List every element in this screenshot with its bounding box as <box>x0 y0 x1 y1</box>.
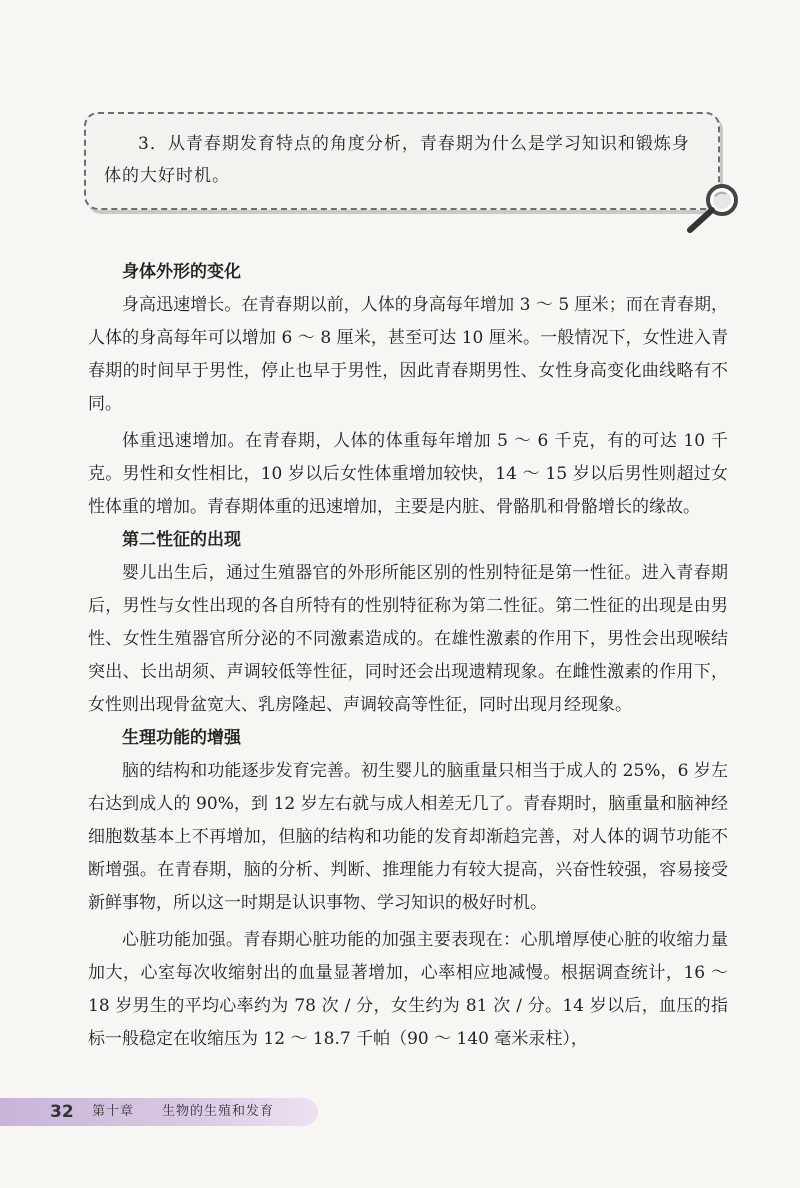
question-text: 3．从青春期发育特点的角度分析，青春期为什么是学习知识和锻炼身体的大好时机。 <box>104 134 690 186</box>
question-box <box>84 112 720 210</box>
paragraph-brain: 脑的结构和功能逐步发育完善。初生婴儿的脑重量只相当于成人的 25%，6 岁左右达到成人的 90%，到 12 岁左右就与成人相差无几了。青春期时，脑重量和脑神经细胞数基本上不再增加，但脑的结构和功能的发育却渐趋完善，对人体的调节功能不断增强。在青春期，脑的分析、判断、推理能力有较大提高，兴奋性较强，容易接受新鲜事物，所以这一时期是认识事物、学习知识的极好时机。 <box>88 761 728 913</box>
section-heading-physiology: 生理功能的增强 <box>122 728 241 748</box>
magnifier-icon <box>684 180 744 236</box>
paragraph-heart: 心脏功能加强。青春期心脏功能的加强主要表现在：心肌增厚使心脏的收缩力量加大，心室每次收缩射出的血量显著增加，心率相应地减慢。根据调查统计，16 ～ 18 岁男生的平均心率约为 78 次 / 分，女生约为 81 次 / 分。14 岁以后，血压的指标一般稳定在收缩压为 12 ～ 18.7 千帕（90 ～ 140 毫米汞柱）， <box>88 930 728 1049</box>
paragraph-height-growth: 身高迅速增长。在青春期以前，人体的身高每年增加 3 ～ 5 厘米；而在青春期，人体的身高每年可以增加 6 ～ 8 厘米，甚至可达 10 厘米。一般情况下，女性进入青春期的时间早于男性，停止也早于男性，因此青春期男性、女性身高变化曲线略有不同。 <box>88 295 728 414</box>
chapter-title: 生物的生殖和发育 <box>162 1104 275 1119</box>
section-heading-secondary-sex: 第二性征的出现 <box>122 530 241 550</box>
paragraph-weight-growth: 体重迅速增加。在青春期，人体的体重每年增加 5 ～ 6 千克，有的可达 10 千克。男性和女性相比，10 岁以后女性体重增加较快，14 ～ 15 岁以后男性则超过女性体重的增加。青春期体重的迅速增加，主要是内脏、骨骼肌和骨骼增长的缘故。 <box>88 431 728 517</box>
chapter-label: 第十章 <box>92 1104 135 1119</box>
main-content <box>88 256 728 1056</box>
section-heading-body-shape: 身体外形的变化 <box>122 262 241 282</box>
page-number: 32 <box>50 1102 74 1122</box>
paragraph-secondary-sex: 婴儿出生后，通过生殖器官的外形所能区别的性别特征是第一性征。进入青春期后，男性与女性出现的各自所特有的性别特征称为第二性征。第二性征的出现是由男性、女性生殖器官所分泌的不同激素造成的。在雄性激素的作用下，男性会出现喉结突出、长出胡须、声调较低等性征，同时还会出现遗精现象。在雌性激素的作用下，女性则出现骨盆宽大、乳房隆起、声调较高等性征，同时出现月经现象。 <box>88 563 728 715</box>
